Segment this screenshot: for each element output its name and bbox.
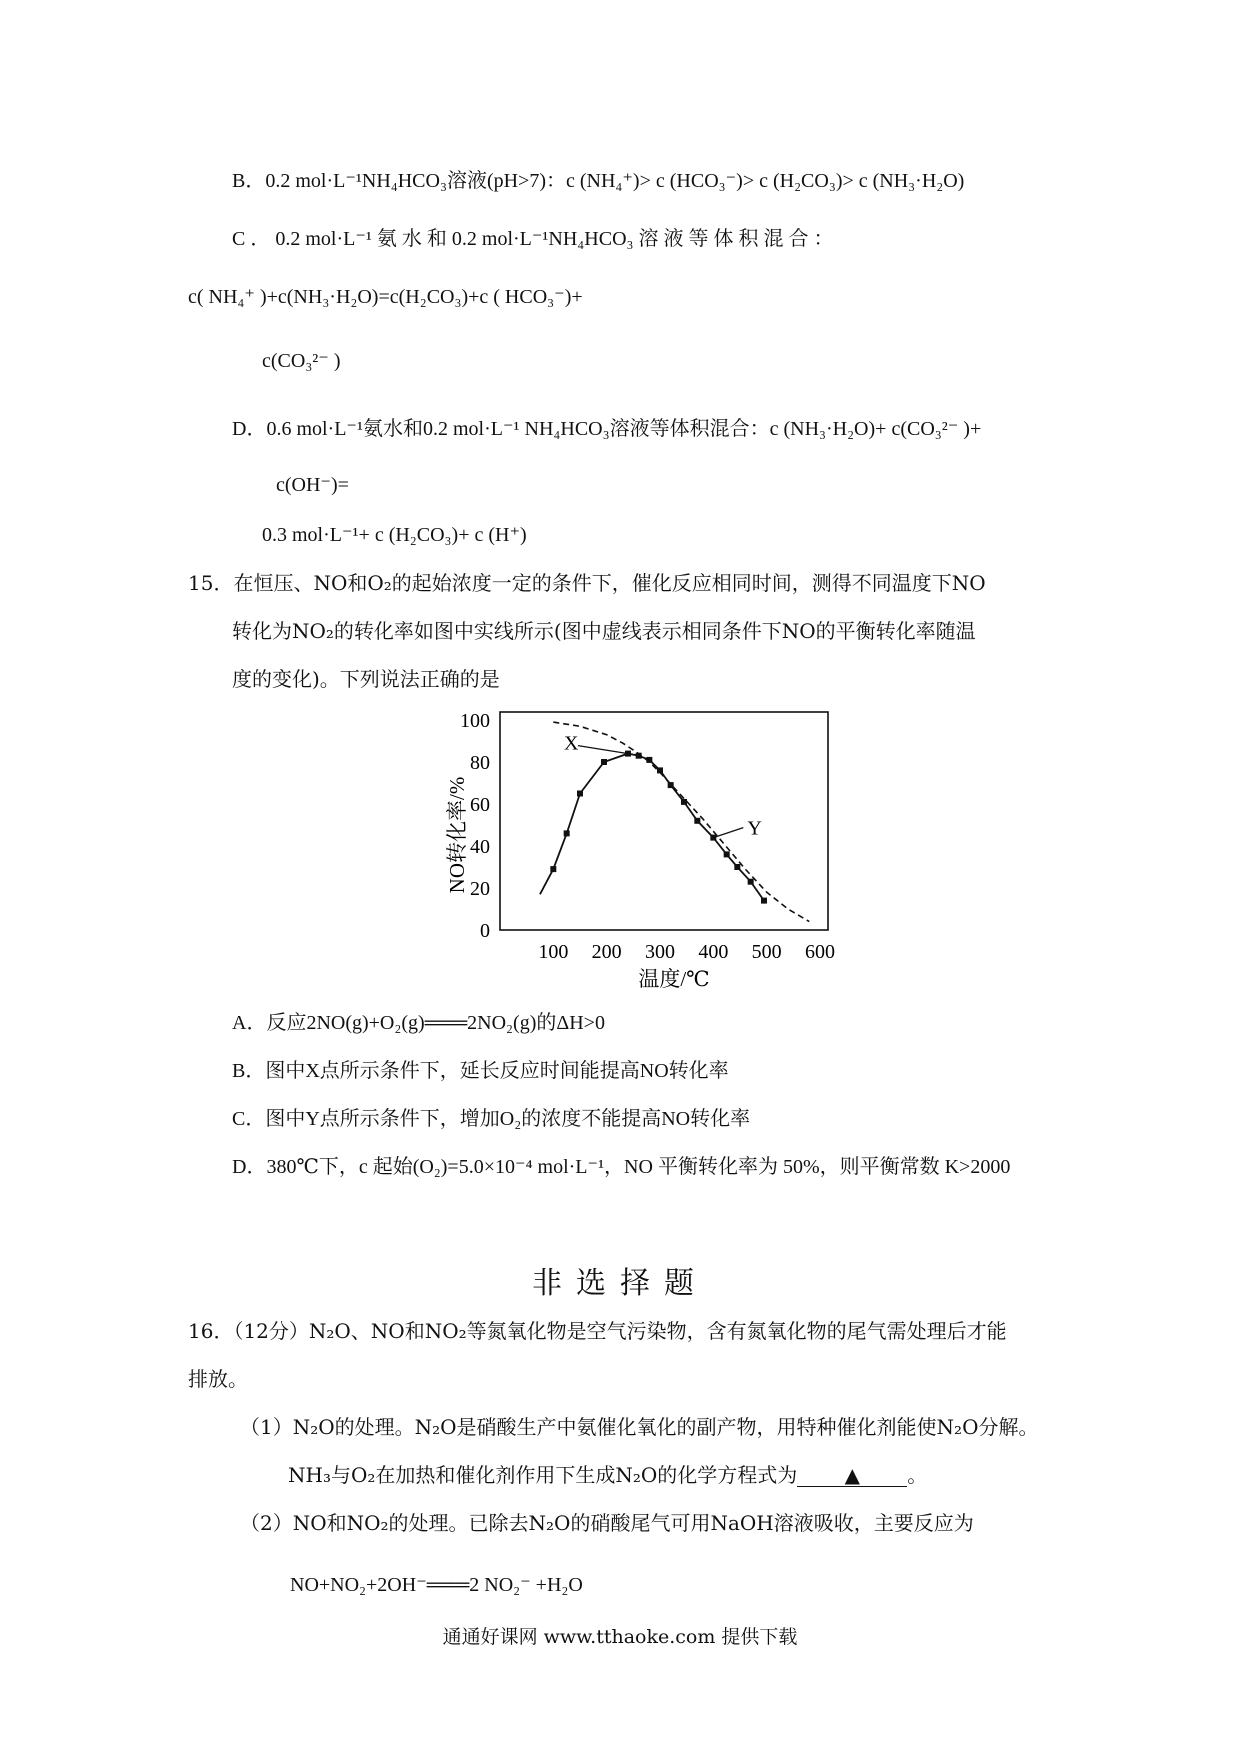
data-point (577, 791, 583, 797)
y-tick-label: 100 (460, 710, 490, 732)
data-point (734, 864, 740, 870)
chart-annotations (564, 733, 762, 840)
x-tick-label: 500 (751, 941, 782, 963)
option-14c-line2: c( NH₄⁺ )+c(NH₃·H₂O)=c(H₂CO₃)+c ( HCO₃⁻)+ (188, 286, 583, 308)
option-14d-line3: 0.3 mol·L⁻¹+ c (H₂CO₃)+ c (H⁺) (262, 524, 527, 546)
x-axis-label: 温度/℃ (638, 967, 710, 991)
data-point (761, 898, 767, 904)
option-15a: A．反应2NO(g)+O₂(g)═══2NO₂(g)的ΔH>0 (232, 1012, 605, 1034)
conversion-chart (420, 700, 860, 1000)
question-16-part1: （1）N₂O的处理。N₂O是硝酸生产中氨催化氧化的副产物，用特种催化剂能使N₂O分解。 (240, 1415, 1039, 1439)
chart-ticks (460, 710, 835, 963)
section-heading: 非选择题 (532, 1266, 708, 1301)
data-point (748, 879, 754, 885)
data-point (694, 818, 700, 824)
option-14d-line2: c(OH⁻)= (276, 474, 349, 496)
x-tick-label: 400 (698, 941, 729, 963)
y-tick-label: 20 (470, 878, 490, 900)
question-15-line1: 15．在恒压、NO和O₂的起始浓度一定的条件下，催化反应相同时间，测得不同温度下NO (188, 571, 986, 595)
data-point (550, 866, 556, 872)
chart-series (540, 722, 809, 922)
y-tick-label: 0 (480, 920, 490, 942)
x-tick-label: 100 (538, 941, 569, 963)
blank-marker: ▲ (844, 1463, 860, 1487)
question-16-line1: 16．（12分）N₂O、NO和NO₂等氮氧化物是空气污染物，含有氮氧化物的尾气需处理后才能 (188, 1319, 1007, 1343)
measured-conversion-line (540, 754, 764, 901)
y-tick-label: 40 (470, 836, 490, 858)
question-16-part2: （2）NO和NO₂的处理。已除去N₂O的硝酸尾气可用NaOH溶液吸收，主要反应为 (240, 1511, 974, 1535)
plot-frame (500, 712, 828, 930)
question-16-part1-end: 。 (907, 1463, 928, 1487)
equilibrium-conversion-line (553, 722, 809, 922)
question-16-part1-text: NH₃与O₂在加热和催化剂作用下生成N₂O的化学方程式为 (288, 1463, 798, 1487)
question-15-line3: 度的变化)。下列说法正确的是 (232, 667, 500, 691)
data-point (564, 830, 570, 836)
answer-blank (797, 1464, 907, 1487)
y-axis-label: NO转化率/% (445, 776, 469, 894)
chart-axes (500, 712, 828, 930)
annotation-label: X (564, 732, 579, 755)
option-14d-line1: D．0.6 mol·L⁻¹氨水和0.2 mol·L⁻¹ NH₄HCO₃溶液等体积混合：c (NH₃·H₂O)+ c(CO₃²⁻ )+ (232, 418, 982, 440)
option-15b: B．图中X点所示条件下，延长反应时间能提高NO转化率 (232, 1060, 729, 1082)
question-16-line2: 排放。 (188, 1367, 248, 1391)
x-tick-label: 200 (591, 941, 622, 963)
x-tick-label: 600 (805, 941, 835, 963)
x-tick-label: 300 (645, 941, 675, 963)
data-point (724, 851, 730, 857)
option-14c-line3: c(CO₃²⁻ ) (262, 350, 341, 372)
y-tick-label: 60 (470, 794, 490, 816)
question-16-equation: NO+NO₂+2OH⁻═══2 NO₂⁻ +H₂O (290, 1574, 583, 1596)
y-tick-label: 80 (470, 752, 490, 774)
annotation-leader (713, 828, 743, 838)
option-15c: C．图中Y点所示条件下，增加O₂的浓度不能提高NO转化率 (232, 1108, 751, 1130)
option-14c-line1: C ． 0.2 mol·L⁻¹ 氨 水 和 0.2 mol·L⁻¹NH₄HCO₃ 溶 液 等 体 积 混 合 ： (232, 228, 834, 250)
option-14b: B．0.2 mol·L⁻¹NH₄HCO₃溶液(pH>7)：c (NH₄⁺)> c (HCO₃⁻)> c (H₂CO₃)> c (NH₃·H₂O) (232, 170, 965, 192)
question-16-part1-line2 (288, 1462, 927, 1488)
footer-source: 通通好课网 www.tthaoke.com 提供下载 (442, 1626, 798, 1648)
question-15-line2: 转化为NO₂的转化率如图中实线所示(图中虚线表示相同条件下NO的平衡转化率随温 (232, 619, 976, 643)
option-15d: D．380℃下，c 起始(O₂)=5.0×10⁻⁴ mol·L⁻¹，NO 平衡转化率为 50%，则平衡常数 K>2000 (232, 1156, 1011, 1178)
annotation-label: Y (747, 817, 762, 840)
annotation-leader (578, 746, 628, 754)
data-point (601, 759, 607, 765)
